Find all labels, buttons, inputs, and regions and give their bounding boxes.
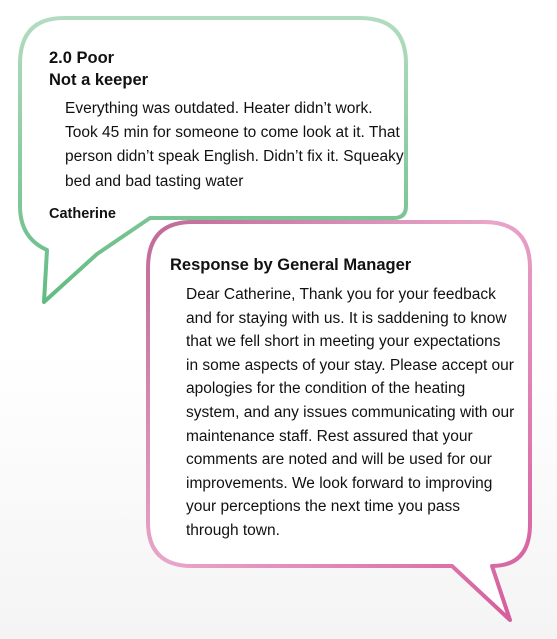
reviewer-name: Catherine: [49, 205, 116, 222]
review-headline: Not a keeper: [49, 71, 149, 89]
review-body: Everything was outdated. Heater didn’t work. Took 45 min for someone to come look at it. That person didn’t speak English. Didn’t fix it. Squeaky bed and bad tasting water: [65, 100, 404, 190]
review-rating: 2.0 Poor: [49, 49, 115, 67]
response-content: [170, 254, 520, 543]
review-content: [49, 47, 404, 224]
response-body: Dear Catherine, Thank you for your feedback and for staying with us. It is saddening to know that we fell short in meeting your expectations in some aspects of your stay. Please accept our apologies for the condition of the heating system, and any issues communicating with our maintenance staff. Rest assured that your comments are noted and will be used for our improvements. We look forward to improving your perceptions the next time you pass through town.: [186, 286, 515, 539]
response-title: Response by General Manager: [170, 256, 412, 274]
